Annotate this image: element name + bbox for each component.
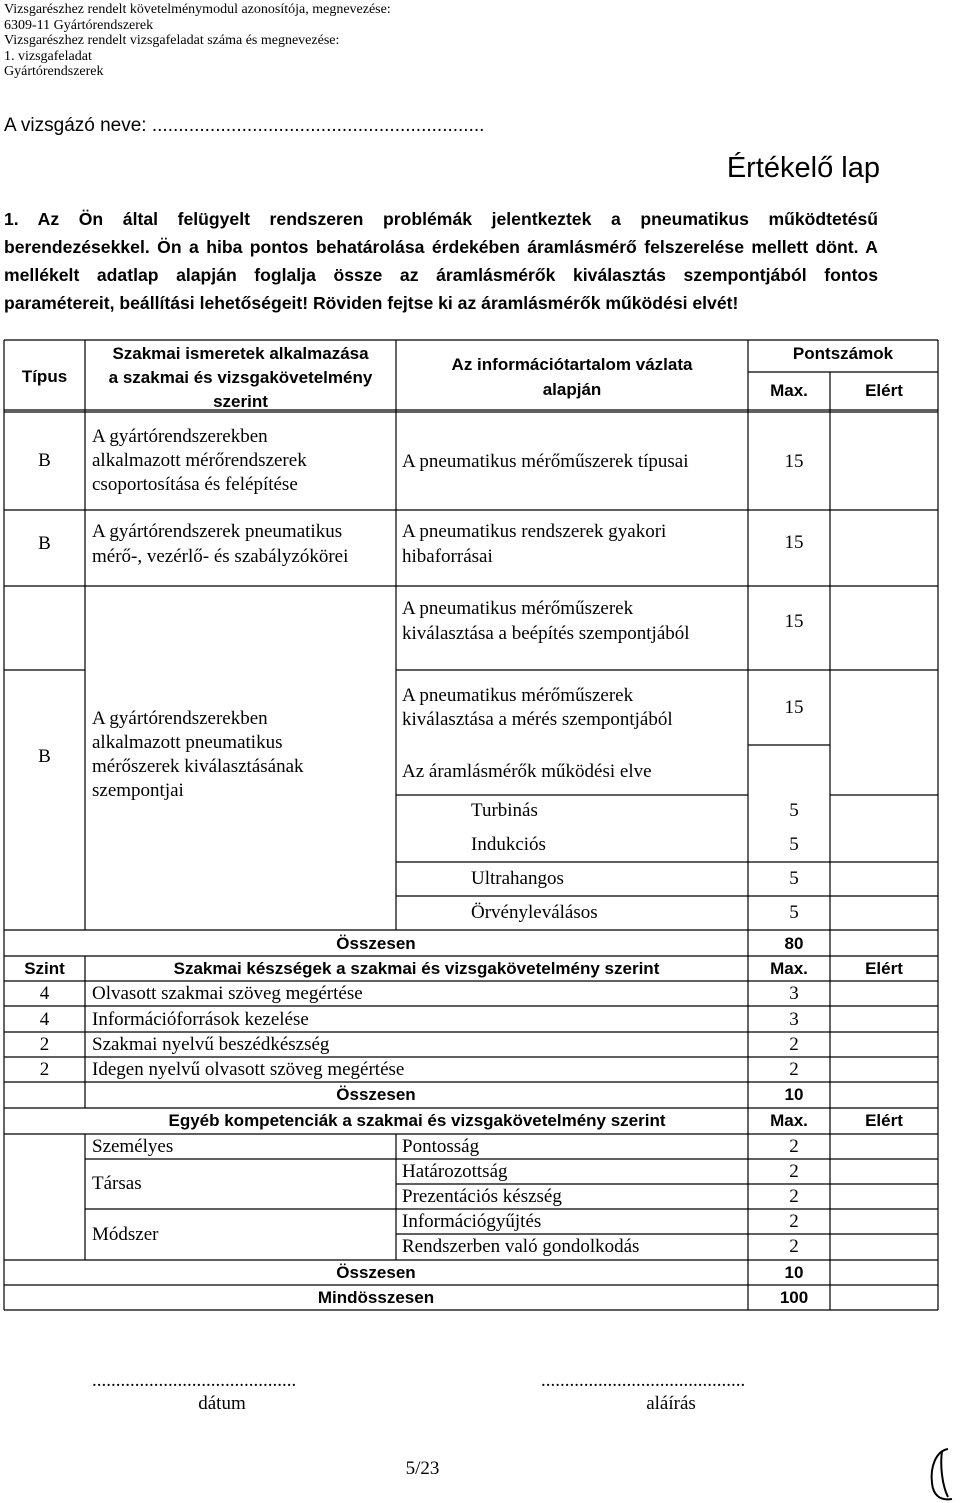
skill-row-label: Információforrások kezelése — [92, 1009, 309, 1030]
signature-label: aláírás — [646, 1393, 696, 1414]
row3c-info: Az áramlásmérők működési elve — [402, 761, 652, 782]
sub-row-label: Örvényleválásos — [471, 902, 598, 923]
sub-row-label: Turbinás — [471, 800, 538, 821]
skill-row-label: Idegen nyelvű olvasott szöveg megértése — [92, 1059, 405, 1080]
row3-type: B — [38, 746, 51, 767]
row1-max: 15 — [784, 451, 804, 472]
row3b-info-line1: A pneumatikus mérőműszerek — [402, 685, 634, 706]
row1-skill-line2: alkalmazott mérőrendszerek — [92, 450, 307, 471]
col-achieved-header-3: Elért — [865, 1111, 903, 1130]
page-title: Értékelő lap — [726, 152, 880, 184]
competency-item: Információgyűjtés — [402, 1211, 542, 1232]
col-skill-header-line3: szerint — [213, 392, 268, 411]
row2-info-line1: A pneumatikus rendszerek gyakori — [402, 521, 667, 542]
module-id-label: Vizsgarészhez rendelt követelménymodul azonosítója, megnevezése: — [4, 2, 391, 17]
col-skill-header-line1: Szakmai ismeretek alkalmazása — [112, 344, 369, 363]
page-number: 5/23 — [405, 1458, 440, 1479]
signature-dots: ........................................... — [541, 1370, 746, 1391]
competency-item: Határozottság — [402, 1161, 508, 1182]
date-label: dátum — [198, 1393, 246, 1414]
sub-row-label: Indukciós — [471, 834, 546, 855]
competency-max: 2 — [789, 1211, 799, 1232]
skill-row-max: 2 — [789, 1059, 799, 1080]
competency-group: Személyes — [92, 1136, 174, 1157]
row3a-max: 15 — [784, 611, 804, 632]
competency-item: Rendszerben való gondolkodás — [402, 1236, 640, 1257]
col-max-header: Max. — [770, 381, 808, 400]
module-id-value: 6309-11 Gyártórendszerek — [4, 17, 154, 33]
grand-total-label: Mindösszesen — [317, 1288, 435, 1307]
row2-type: B — [38, 533, 51, 554]
col-info-header-line1: Az információtartalom vázlata — [451, 355, 693, 374]
skill-row-max: 3 — [789, 1009, 799, 1030]
row1-skill-line3: csoportosítása és felépítése — [92, 474, 298, 495]
handwritten-mark-icon — [918, 1445, 958, 1503]
col-level-header: Szint — [24, 959, 65, 978]
competency-max: 2 — [789, 1186, 799, 1207]
task-description: 1. Az Ön által felügyelt rendszeren problémák jelentkeztek a pneumatikus működtetésű berendezésekkel. Ön a hiba pontos behatárolása érdekében áramlásmérő felszerelése mellett dönt. A mellékelt adatlap alapján foglalja össze az áramlásmérők kiválasztás szempontjából fontos paramétereit, beállítási lehetőségeit! Röviden fejtse ki az áramlásmérők működési elvét! — [4, 209, 878, 313]
row2-skill-line2: mérő-, vezérlő- és szabályzókörei — [92, 546, 349, 567]
skill-row-label: Olvasott szakmai szöveg megértése — [92, 983, 363, 1004]
col-max-header-3: Max. — [770, 1111, 808, 1130]
competency-group: Társas — [92, 1173, 142, 1194]
table3-total-max: 10 — [784, 1263, 804, 1282]
row3-skill-line3: mérőszerek kiválasztásának — [92, 756, 304, 777]
row2-info-line2: hibaforrásai — [402, 546, 493, 567]
skill-row-level: 2 — [39, 1034, 50, 1055]
col-max-header-2: Max. — [770, 959, 808, 978]
competency-max: 2 — [789, 1136, 799, 1157]
row3-skill-line1: A gyártórendszerekben — [92, 708, 268, 729]
skill-row-level: 2 — [39, 1059, 50, 1080]
sub-row-max: 5 — [789, 800, 799, 821]
skill-row-max: 3 — [789, 983, 799, 1004]
row2-max: 15 — [784, 532, 804, 553]
exam-task-label: Vizsgarészhez rendelt vizsgafeladat száma és megnevezése: — [4, 33, 340, 48]
col-points-header: Pontszámok — [792, 344, 894, 363]
skill-row-level: 4 — [39, 1009, 50, 1030]
row1-info: A pneumatikus mérőműszerek típusai — [402, 451, 689, 472]
col-skill-header-line2: a szakmai és vizsgakövetelmény — [108, 368, 373, 387]
competency-item: Pontosság — [402, 1136, 480, 1157]
row3b-info-line2: kiválasztása a mérés szempontjából — [402, 709, 673, 730]
col-info-header-line2: alapján — [542, 380, 602, 399]
row3a-info-line2: kiválasztása a beépítés szempontjából — [402, 623, 690, 644]
candidate-name-field: A vizsgázó neve: ............................................................... — [4, 115, 485, 136]
sub-row-max: 5 — [789, 868, 799, 889]
sub-row-max: 5 — [789, 902, 799, 923]
col-achieved-header-2: Elért — [865, 959, 903, 978]
table2-total-label: Összesen — [336, 1085, 416, 1104]
col-skills-header: Szakmai készségek a szakmai és vizsgakövetelmény szerint — [173, 959, 660, 978]
competency-max: 2 — [789, 1236, 799, 1257]
row3-skill-line2: alkalmazott pneumatikus — [92, 732, 283, 753]
col-competency-header: Egyéb kompetenciák a szakmai és vizsgakövetelmény szerint — [168, 1111, 666, 1130]
competency-group: Módszer — [92, 1224, 159, 1245]
competency-item: Prezentációs készség — [402, 1186, 562, 1207]
skill-row-level: 4 — [39, 983, 50, 1004]
sub-row-label: Ultrahangos — [471, 868, 564, 889]
col-type-header: Típus — [21, 367, 68, 386]
row3-skill-line4: szempontjai — [92, 780, 184, 801]
skill-row-label: Szakmai nyelvű beszédkészség — [92, 1034, 330, 1055]
table3-total-label: Összesen — [336, 1263, 416, 1282]
table2-total-max: 10 — [784, 1085, 804, 1104]
col-achieved-header: Elért — [865, 381, 903, 400]
row1-skill-line1: A gyártórendszerekben — [92, 426, 268, 447]
grand-total-max: 100 — [779, 1288, 809, 1307]
competency-max: 2 — [789, 1161, 799, 1182]
sub-row-max: 5 — [789, 834, 799, 855]
table1-total-label: Összesen — [336, 934, 416, 953]
skill-row-max: 2 — [789, 1034, 799, 1055]
table1-total-max: 80 — [784, 934, 804, 953]
exam-task-number: 1. vizsgafeladat — [4, 48, 92, 64]
row2-skill-line1: A gyártórendszerek pneumatikus — [92, 521, 343, 542]
exam-task-name: Gyártórendszerek — [4, 64, 104, 79]
row3a-info-line1: A pneumatikus mérőműszerek — [402, 598, 634, 619]
row1-type: B — [38, 450, 51, 471]
date-dots: ........................................... — [92, 1370, 297, 1391]
row3b-max: 15 — [784, 697, 804, 718]
